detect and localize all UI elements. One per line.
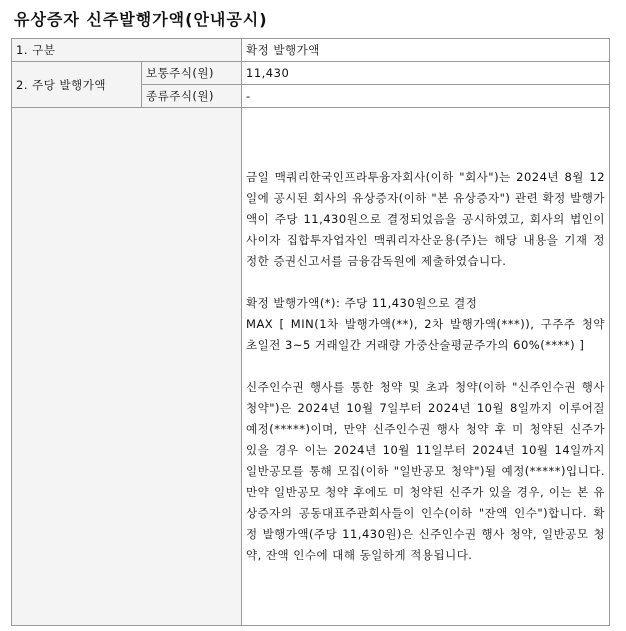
table-row (12, 108, 610, 626)
body-paragraph-intro: 금일 맥쿼리한국인프라투융자회사(이하 "회사")는 2024년 8월 12일에 공시된 회사의 유상증자(이하 "본 유상증자") 관련 확정 발행가액이 주당 11,430원으로 결정되었음을 공시하였고, 회사의 법인이사이자 집합투자업자인 맥쿼리자산운용(주)는 해당 내용을 기재 정정한 증권신고서를 금융감독원에 제출하였습니다. (246, 170, 606, 268)
category-value: 확정 발행가액 (242, 39, 610, 62)
price-per-share-label: 2. 주당 발행가액 (12, 62, 142, 108)
body-paragraph-subscription: 신주인수권 행사를 통한 청약 및 초과 청약(이하 "신주인수권 행사 청약")은 2024년 10월 7일부터 2024년 10월 8일까지 이루어질 예정(*****)이며, 만약 신주인수권 행사 청약 후 미 청약된 신주가 있을 경우 이는 2024년 10월 11일부터 2024년 10월 14일까지 일반공모를 통해 모집(이하 "일반공모 청약")될 예정(*****)입니다. 만약 일반공모 청약 후에도 미 청약된 신주가 있을 경우, 이는 본 유상증자의 공동대표주관회사들이 인수(이하 "잔액 인수")합니다. 확정 발행가액(주당 11,430원)은 신주인수권 행사 청약, 일반공모 청약, 잔액 인수에 대해 동일하게 적용됩니다. (246, 380, 606, 562)
formula-line-2: MAX [ MIN(1차 발행가액(**), 2차 발행가액(***)), 구주주 청약 초일전 3~5 거래일간 거래량 가중산술평균주가의 60%(****) ] (246, 317, 606, 352)
body-paragraph-formula (246, 293, 605, 356)
formula-line-1: 확정 발행가액(*): 주당 11,430원으로 결정 (246, 296, 478, 310)
category-label: 1. 구분 (12, 39, 242, 62)
preferred-stock-label: 종류주식(원) (142, 85, 242, 108)
page-title: 유상증자 신주발행가액(안내공시) (14, 10, 268, 29)
table-row (12, 39, 610, 62)
body-label-cell (12, 108, 242, 626)
preferred-stock-value: - (242, 85, 610, 108)
table-row (12, 62, 610, 85)
common-stock-label: 보통주식(원) (142, 62, 242, 85)
disclosure-table (11, 38, 610, 626)
announcement-body (242, 108, 610, 626)
common-stock-value: 11,430 (242, 62, 610, 85)
